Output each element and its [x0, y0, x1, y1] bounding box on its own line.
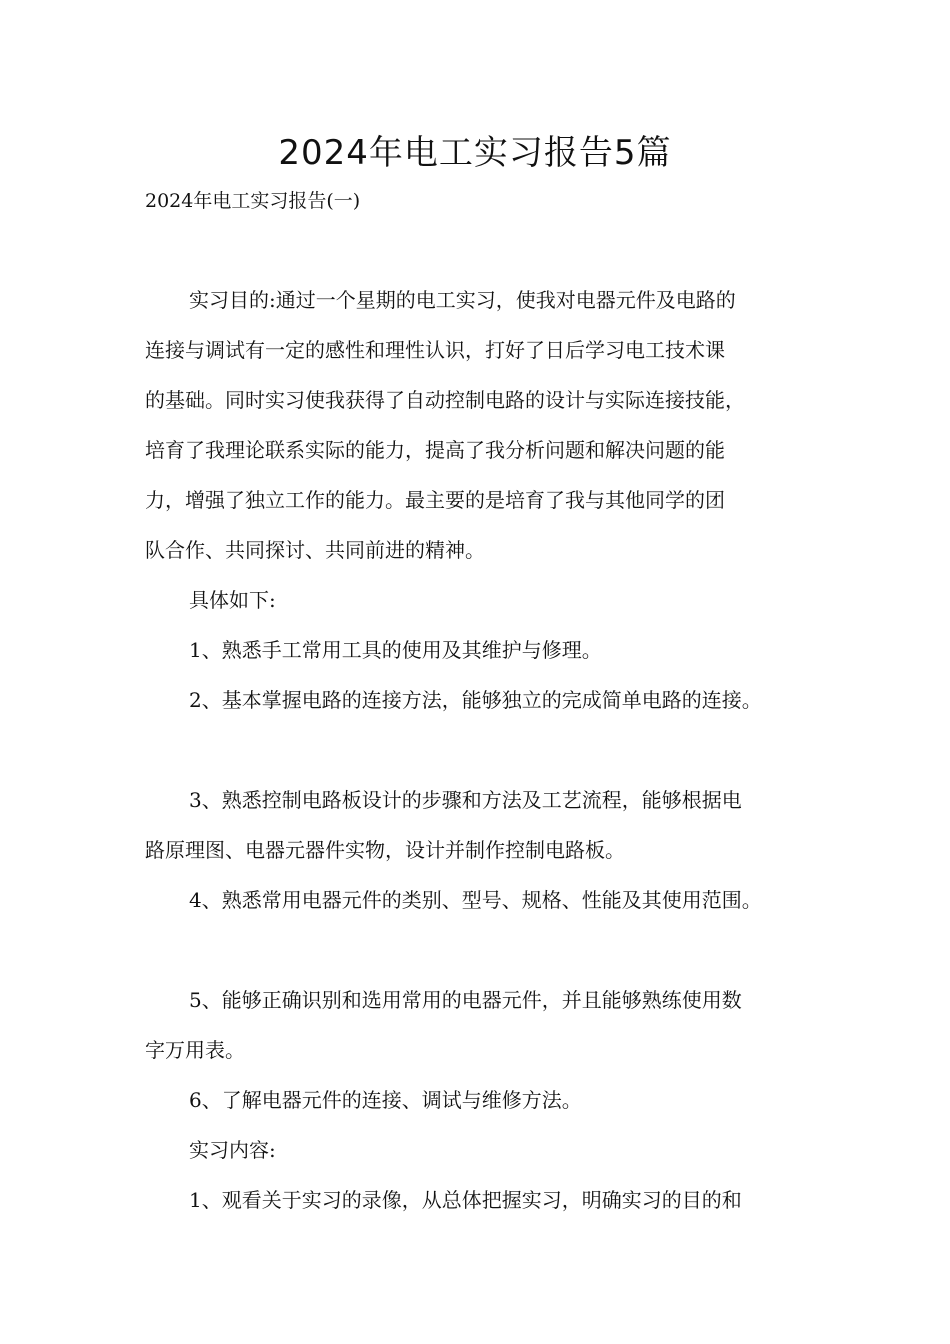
paragraph-line: 培育了我理论联系实际的能力，提高了我分析问题和解决问题的能	[145, 438, 725, 462]
list-item: 4、熟悉常用电器元件的类别、型号、规格、性能及其使用范围。	[189, 888, 762, 912]
paragraph-line: 实习目的:通过一个星期的电工实习，使我对电器元件及电路的	[189, 288, 736, 312]
document-title: 2024年电工实习报告5篇	[278, 133, 672, 173]
list-item: 5、能够正确识别和选用常用的电器元件，并且能够熟练使用数	[189, 988, 742, 1012]
paragraph-line: 队合作、共同探讨、共同前进的精神。	[145, 538, 485, 562]
paragraph-line: 实习内容:	[189, 1138, 276, 1162]
paragraph-line: 具体如下:	[189, 588, 276, 612]
section-heading: 2024年电工实习报告(一)	[145, 190, 361, 212]
list-item: 1、熟悉手工常用工具的使用及其维护与修理。	[189, 638, 602, 662]
paragraph-line: 的基础。同时实习使我获得了自动控制电路的设计与实际连接技能，	[145, 388, 745, 412]
list-item: 2、基本掌握电路的连接方法，能够独立的完成简单电路的连接。	[189, 688, 762, 712]
list-item: 6、了解电器元件的连接、调试与维修方法。	[189, 1088, 582, 1112]
paragraph-line: 连接与调试有一定的感性和理性认识，打好了日后学习电工技术课	[145, 338, 725, 362]
paragraph-line: 力，增强了独立工作的能力。最主要的是培育了我与其他同学的团	[145, 488, 725, 512]
list-item: 3、熟悉控制电路板设计的步骤和方法及工艺流程，能够根据电	[189, 788, 742, 812]
list-item: 1、观看关于实习的录像，从总体把握实习，明确实习的目的和	[189, 1188, 742, 1212]
paragraph-line: 字万用表。	[145, 1038, 245, 1062]
paragraph-line: 路原理图、电器元器件实物，设计并制作控制电路板。	[145, 838, 625, 862]
